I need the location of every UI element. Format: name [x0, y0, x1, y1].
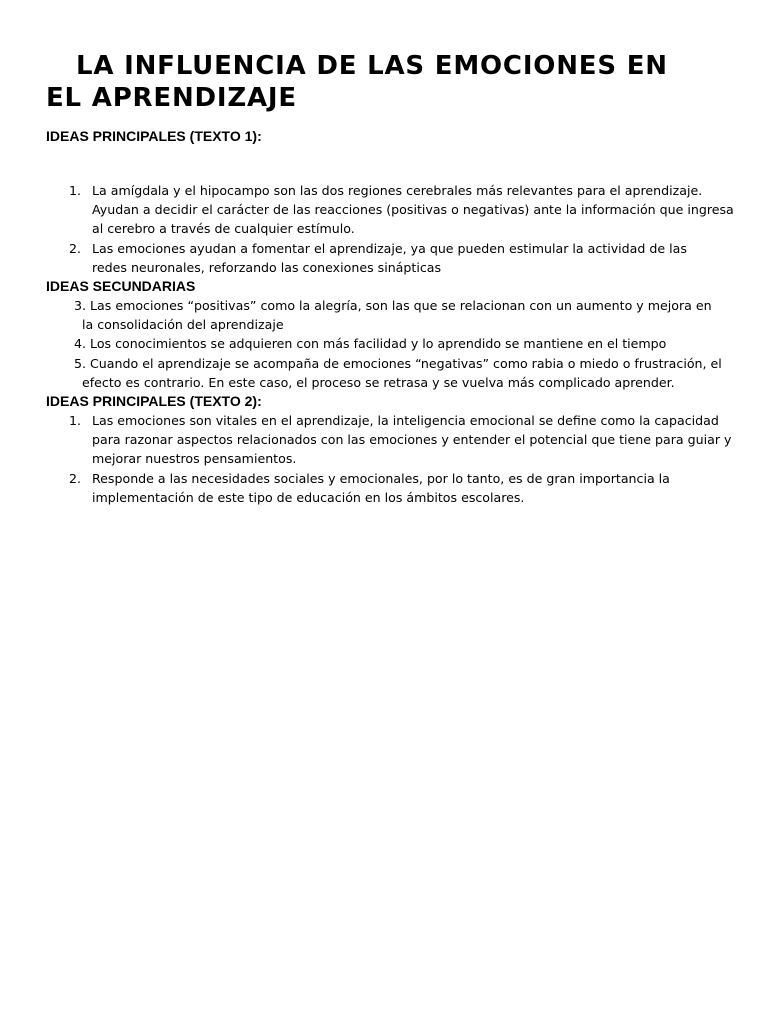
list-item [46, 411, 736, 469]
list-item [46, 469, 736, 507]
list-item [46, 239, 736, 277]
document-page [46, 50, 736, 507]
list-item-text: Las emociones ayudan a fomentar el aprendizaje, ya que pueden estimular la actividad de las redes neuronales, reforzando las conexiones sinápticas [92, 240, 687, 275]
list-item-text: 3. Las emociones “positivas” como la alegría, son las que se relacionan con un aumento y mejora en [74, 298, 712, 314]
section-heading-secondary-ideas: IDEAS SECUNDARIAS [46, 278, 196, 295]
list-item-number: 1. [69, 413, 82, 429]
list-item-text: Las emociones son vitales en el aprendizaje, la inteligencia emocional se define como la capacidad para razonar aspectos relacionados con las emociones y entender el potencial que tiene para guiar y mejorar nuestros pensamientos. [92, 413, 732, 467]
list-item-text: 5. Cuando el aprendizaje se acompaña de emociones “negativas” como rabia o miedo o frustración, el [74, 355, 722, 371]
list-item-number: 1. [69, 183, 82, 198]
section-heading-main-ideas-text2: IDEAS PRINCIPALES (TEXTO 2): [46, 393, 262, 410]
list-item-number: 2. [69, 470, 82, 486]
section-heading-main-ideas-text1: IDEAS PRINCIPALES (TEXTO 1): [46, 128, 262, 144]
main-ideas-text2-list [46, 411, 736, 507]
list-item-text-continued: la consolidación del aprendizaje [82, 317, 284, 333]
list-item [46, 334, 736, 353]
document-title: LA INFLUENCIA DE LAS EMOCIONES EN EL APRENDIZAJE [46, 51, 668, 113]
list-item-text: La amígdala y el hipocampo son las dos regiones cerebrales más relevantes para el aprendizaje. Ayudan a decidir el carácter de las reacciones (positivas o negativas) ante la información que ingresa al cerebro a través de cualquier estímulo. [92, 183, 734, 237]
list-item-text-continued: efecto es contrario. En este caso, el proceso se retrasa y se vuelva más complicado aprender. [82, 374, 675, 390]
list-item [46, 354, 736, 392]
list-item-text: Responde a las necesidades sociales y emocionales, por lo tanto, es de gran importancia la implementación de este tipo de educación en los ámbitos escolares. [92, 470, 670, 505]
main-ideas-text1-list [46, 181, 736, 277]
list-item-number: 2. [69, 240, 82, 256]
list-item [46, 181, 736, 239]
secondary-ideas-list [46, 296, 736, 392]
list-item [46, 296, 736, 334]
list-item-text: 4. Los conocimientos se adquieren con más facilidad y lo aprendido se mantiene en el tiempo [74, 336, 667, 352]
